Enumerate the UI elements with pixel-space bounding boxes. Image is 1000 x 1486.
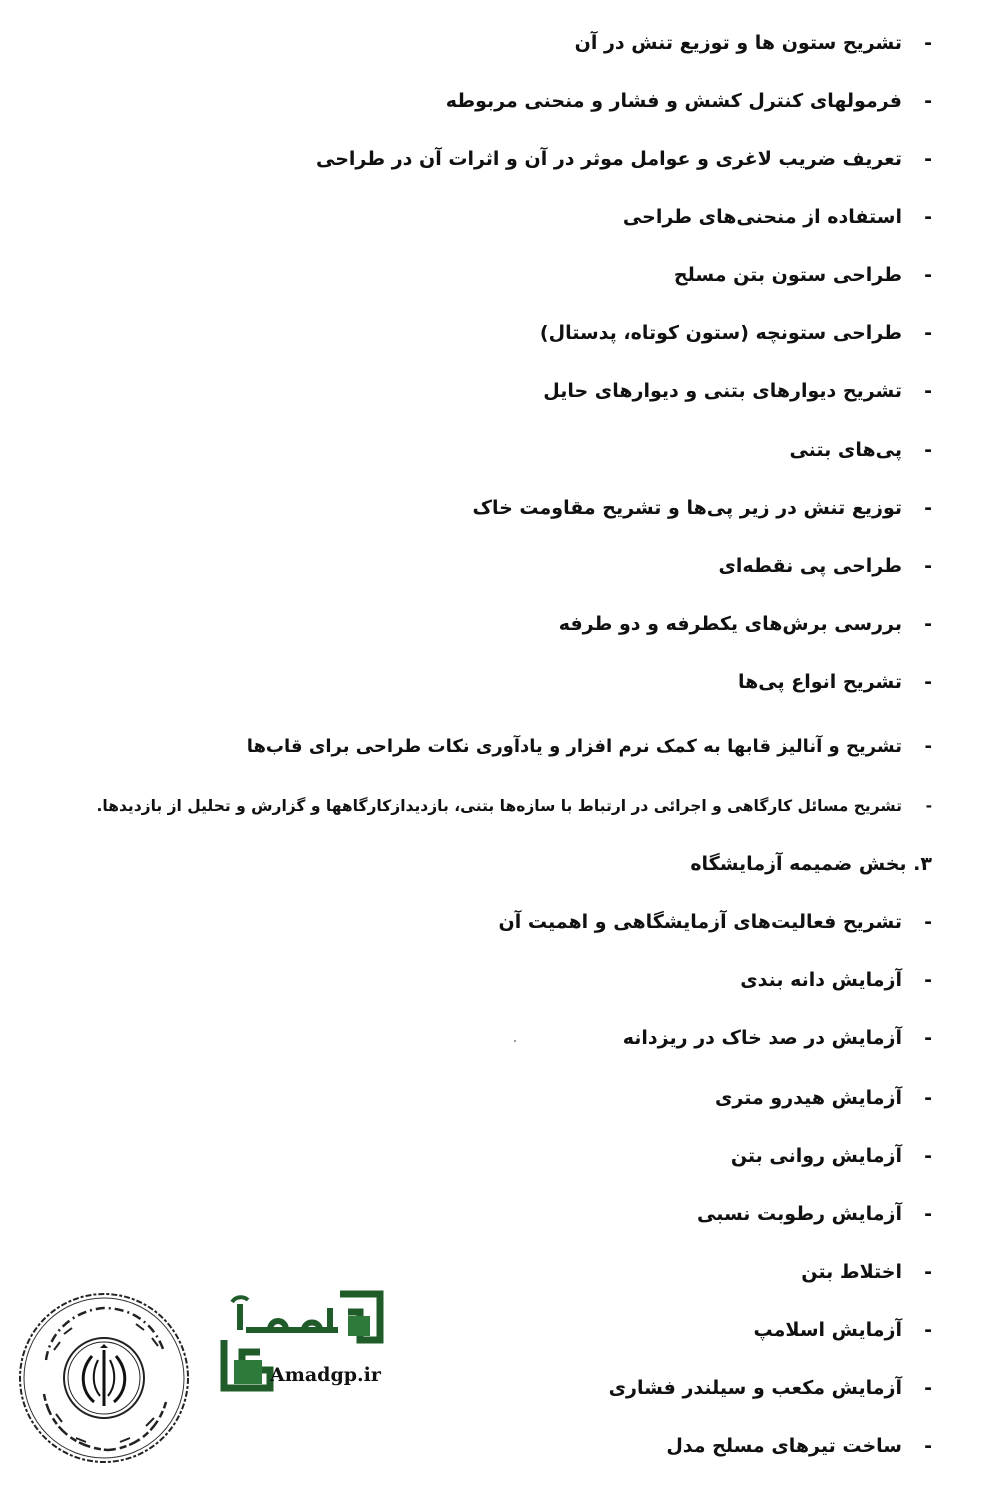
list-item bbox=[96, 794, 932, 818]
bullet-dash: - bbox=[924, 148, 932, 170]
scan-speck bbox=[514, 1040, 516, 1042]
bullet-dash: - bbox=[924, 1261, 932, 1283]
list-item bbox=[499, 910, 932, 934]
bullet-dash: - bbox=[924, 1087, 932, 1109]
official-seal-icon bbox=[16, 1290, 192, 1466]
list-item bbox=[316, 147, 932, 171]
bullet-dash: - bbox=[924, 1203, 932, 1225]
list-item bbox=[674, 263, 932, 287]
list-item bbox=[446, 89, 932, 113]
bullet-dash: - bbox=[924, 1377, 932, 1399]
bullet-dash: - bbox=[924, 322, 932, 344]
list-item-text: تشریح دیوارهای بتنی و دیوارهای حایل bbox=[543, 380, 902, 402]
bullet-dash: - bbox=[924, 1435, 932, 1457]
list-item-text: آزمایش روانی بتن bbox=[730, 1145, 902, 1167]
bullet-dash: - bbox=[924, 969, 932, 991]
bullet-dash: - bbox=[924, 380, 932, 402]
list-item-text: آزمایش اسلامپ bbox=[753, 1319, 902, 1341]
list-item-text: آزمایش مکعب و سیلندر فشاری bbox=[608, 1377, 902, 1399]
list-item-text: تشریح فعالیت‌های آزمایشگاهی و اهمیت آن bbox=[498, 911, 902, 933]
bullet-dash: - bbox=[925, 797, 932, 815]
list-item-text: آزمایش هیدرو متری bbox=[715, 1087, 902, 1109]
list-item-text: آزمایش دانه بندی bbox=[740, 969, 902, 991]
bullet-dash: - bbox=[924, 671, 932, 693]
list-item-text: فرمولهای کنترل کشش و فشار و منحنی مربوطه bbox=[445, 90, 902, 112]
list-item-text: تشریح و آنالیز قابها به کمک نرم افزار و یادآوری نکات طراحی برای قاب‌ها bbox=[246, 736, 902, 757]
list-item bbox=[789, 438, 932, 462]
list-item bbox=[801, 1260, 932, 1284]
bullet-dash: - bbox=[924, 206, 932, 228]
list-item bbox=[623, 1026, 932, 1050]
list-item-text: طراحی پی نقطه‌ای bbox=[718, 555, 902, 577]
bullet-dash: - bbox=[924, 736, 932, 757]
list-item-text: طراحی ستونچه (ستون کوتاه، پدستال) bbox=[539, 322, 902, 344]
list-item-text: تعریف ضریب لاغری و عوامل موثر در آن و اثرات آن در طراحی bbox=[315, 148, 902, 170]
list-item bbox=[473, 496, 932, 520]
list-item bbox=[543, 379, 932, 403]
list-item-text: آزمایش رطوبت نسبی bbox=[696, 1203, 902, 1225]
list-item bbox=[666, 1434, 932, 1458]
list-item bbox=[559, 612, 932, 636]
bullet-dash: - bbox=[924, 439, 932, 461]
list-item-text: توزیع تنش در زیر پی‌ها و تشریح مقاومت خاک bbox=[472, 497, 902, 519]
list-item bbox=[575, 31, 932, 55]
list-item-text: بررسی برش‌های یکطرفه و دو طرفه bbox=[558, 613, 902, 635]
list-item-text: استفاده از منحنی‌های طراحی bbox=[622, 206, 902, 228]
list-item bbox=[697, 1202, 932, 1226]
section-heading: ۳. بخش ضمیمه آزمایشگاه bbox=[690, 853, 932, 875]
list-item-text: ساخت تیرهای مسلح مدل bbox=[666, 1435, 902, 1457]
bullet-dash: - bbox=[924, 32, 932, 54]
list-item bbox=[754, 1318, 932, 1342]
bullet-dash: - bbox=[924, 90, 932, 112]
bullet-dash: - bbox=[924, 264, 932, 286]
list-item-text: تشریح مسائل کارگاهی و اجرائی در ارتباط با سازه‌ها بتنی، بازدیدازکارگاهها و گزارش و تحلیل از بازدیدها. bbox=[96, 797, 902, 815]
logo-site-text: Amadgp.ir bbox=[270, 1364, 381, 1386]
list-item bbox=[731, 1144, 932, 1168]
list-item bbox=[719, 554, 933, 578]
list-item-text: پی‌های بتنی bbox=[789, 439, 902, 461]
list-item bbox=[740, 968, 932, 992]
list-item-text: آزمایش در صد خاک در ریزدانه bbox=[622, 1027, 902, 1049]
list-item bbox=[540, 321, 932, 345]
bullet-dash: - bbox=[924, 1319, 932, 1341]
list-item bbox=[738, 670, 932, 694]
list-item bbox=[623, 205, 932, 229]
list-item-text: تشریح انواع پی‌ها bbox=[737, 671, 902, 693]
list-item-text: طراحی ستون بتن مسلح bbox=[673, 264, 902, 286]
list-item-text: تشریح ستون ها و توزیع تنش در آن bbox=[574, 32, 902, 54]
list-item bbox=[247, 735, 932, 759]
list-item bbox=[715, 1086, 932, 1110]
list-item-text: اختلاط بتن bbox=[801, 1261, 902, 1283]
bullet-dash: - bbox=[924, 613, 932, 635]
bullet-dash: - bbox=[924, 911, 932, 933]
list-item bbox=[609, 1376, 932, 1400]
bullet-dash: - bbox=[924, 555, 932, 577]
bullet-dash: - bbox=[924, 497, 932, 519]
bullet-dash: - bbox=[924, 1027, 932, 1049]
bullet-dash: - bbox=[924, 1145, 932, 1167]
